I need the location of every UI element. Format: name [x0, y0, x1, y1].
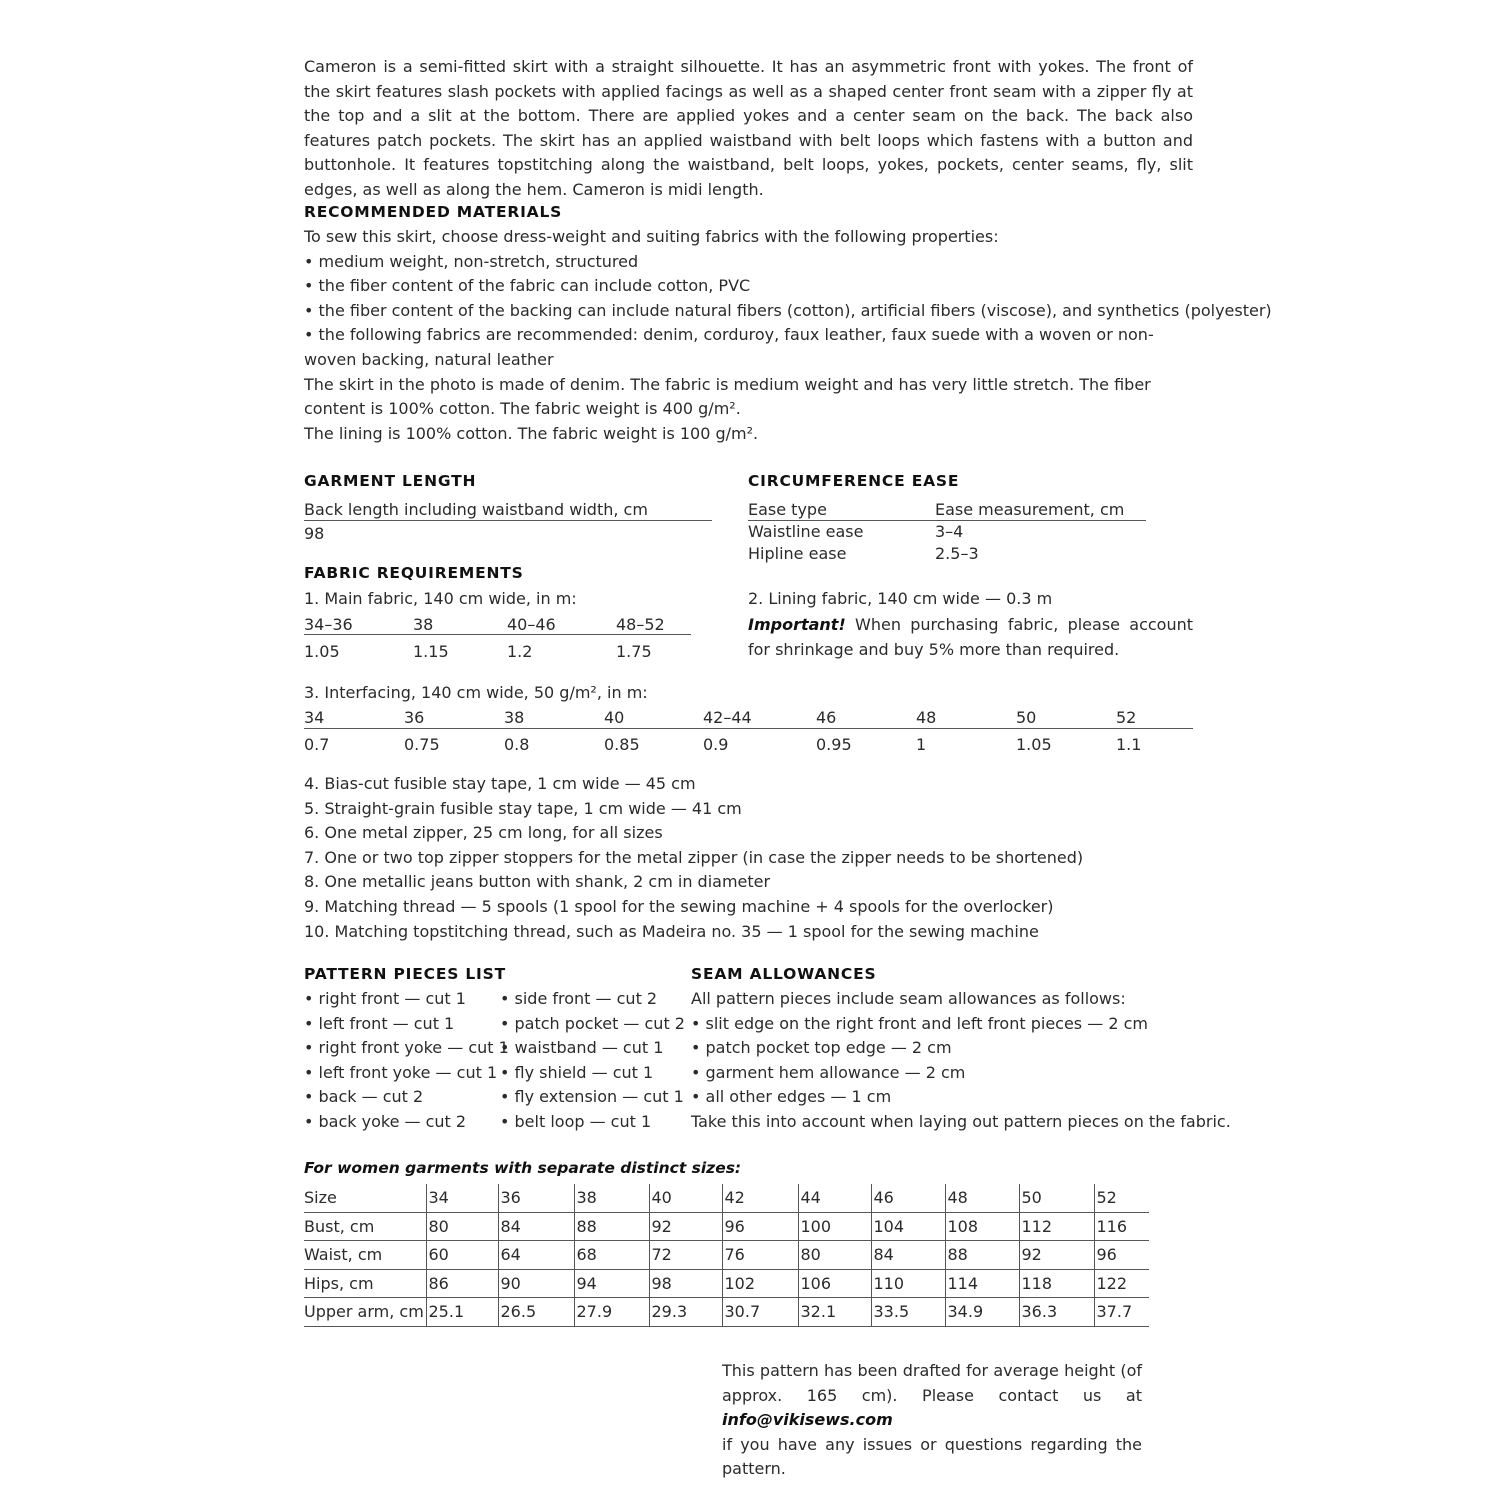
- piece-item: • left front — cut 1: [304, 1013, 455, 1033]
- garment-length-label: Back length including waistband width, cm: [304, 500, 648, 519]
- interfacing-size: 52: [1116, 708, 1137, 727]
- main-fabric-value: 1.2: [507, 642, 533, 661]
- materials-photo-note: The skirt in the photo is made of denim. The fabric is medium weight and has very little stretch. The fiber content is 100% cotton. The fabric weight is 400 g/m².: [304, 374, 1151, 419]
- footer-text-2: if you have any issues or questions regarding the pattern.: [722, 1434, 1142, 1479]
- size-chart-cell: 40: [649, 1184, 722, 1212]
- seam-line: Take this into account when laying out pattern pieces on the fabric.: [691, 1111, 1231, 1131]
- interfacing-value: 0.8: [504, 735, 530, 754]
- materials-bullet: • the fiber content of the fabric can include cotton, PVC: [304, 276, 751, 296]
- notion-item: 7. One or two top zipper stoppers for the metal zipper (in case the zipper needs to be shortened): [304, 847, 1084, 867]
- main-fabric-size: 34–36: [304, 615, 353, 634]
- size-chart-cell: 114: [945, 1269, 1019, 1298]
- size-chart-cell: 36.3: [1019, 1298, 1094, 1327]
- main-fabric-value: 1.15: [413, 642, 449, 661]
- intro-paragraph: Cameron is a semi-fitted skirt with a straight silhouette. It has an asymmetric front with yokes. The front of the skirt features slash pockets with applied facings as well as a shaped center front seam with a zipper fly at the top and a slit at the bottom. There are applied yokes and a center seam on the back. The back also features patch pockets. The skirt has an applied waistband with belt loops which fastens with a button and buttonhole. It features topstitching along the waistband, belt loops, yokes, pockets, center seams, fly, slit edges, as well as along the hem. Cameron is midi length.: [304, 57, 1193, 199]
- interfacing-size: 46: [816, 708, 837, 727]
- interfacing-value: 0.95: [816, 735, 852, 754]
- important-note: [748, 613, 1193, 662]
- notion-item: 4. Bias-cut fusible stay tape, 1 cm wide — 45 cm: [304, 774, 696, 793]
- interfacing-size: 40: [604, 708, 625, 727]
- size-chart-cell: 84: [498, 1212, 574, 1241]
- interfacing-size: 48: [916, 708, 937, 727]
- pieces-heading: PATTERN PIECES LIST: [304, 965, 506, 983]
- size-chart-cell: 25.1: [426, 1298, 498, 1327]
- interfacing-value: 1.1: [1116, 735, 1142, 754]
- contact-email-link[interactable]: info@vikisews.com: [722, 1410, 893, 1430]
- size-chart-cell: 38: [574, 1184, 649, 1212]
- size-chart-cell: 27.9: [574, 1298, 649, 1327]
- garment-length-rule: [304, 520, 712, 521]
- materials-bullet: • the fiber content of the backing can include natural fibers (cotton), artificial fibers (viscose), and synthetics (polyester): [304, 300, 1272, 320]
- interfacing-size: 50: [1016, 708, 1037, 727]
- size-chart-cell: 92: [1019, 1241, 1094, 1270]
- size-chart-cell: 42: [722, 1184, 798, 1212]
- size-chart-cell: 98: [649, 1269, 722, 1298]
- size-chart-cell: 118: [1019, 1269, 1094, 1298]
- fabric-heading: FABRIC REQUIREMENTS: [304, 564, 524, 582]
- main-fabric-label: 1. Main fabric, 140 cm wide, in m:: [304, 589, 577, 608]
- interfacing-size: 42–44: [703, 708, 752, 727]
- seams-list: [691, 987, 1231, 1135]
- ease-heading: CIRCUMFERENCE EASE: [748, 472, 960, 490]
- ease-value-waist: 3–4: [935, 522, 964, 541]
- piece-item: • right front — cut 1: [304, 989, 466, 1008]
- piece-item: • back yoke — cut 2: [304, 1111, 467, 1131]
- main-fabric-size: 38: [413, 615, 434, 634]
- size-chart-cell: 92: [649, 1212, 722, 1241]
- size-chart-cell: 106: [798, 1269, 871, 1298]
- size-chart-cell: 94: [574, 1269, 649, 1298]
- size-chart-cell: 29.3: [649, 1298, 722, 1327]
- seam-line: • garment hem allowance — 2 cm: [691, 1062, 966, 1082]
- materials-lead: To sew this skirt, choose dress-weight and suiting fabrics with the following properties:: [304, 227, 999, 246]
- interfacing-value: 0.9: [703, 735, 729, 754]
- piece-item: • belt loop — cut 1: [500, 1111, 652, 1131]
- piece-item: • right front yoke — cut 1: [304, 1038, 509, 1058]
- seam-line: • all other edges — 1 cm: [691, 1087, 892, 1107]
- lining-fabric: 2. Lining fabric, 140 cm wide — 0.3 m: [748, 589, 1053, 608]
- ease-col-measurement: Ease measurement, cm: [935, 500, 1125, 519]
- size-chart-cell: 44: [798, 1184, 871, 1212]
- size-chart-cell: 96: [722, 1212, 798, 1241]
- interfacing-rule: [304, 728, 1193, 729]
- size-chart-cell: 102: [722, 1269, 798, 1298]
- size-chart-cell: 34: [426, 1184, 498, 1212]
- materials-section: [304, 225, 1272, 446]
- size-chart-table: [304, 1184, 1149, 1327]
- interfacing-value: 0.85: [604, 735, 640, 754]
- size-chart-cell: 60: [426, 1241, 498, 1270]
- size-chart-cell: 32.1: [798, 1298, 871, 1327]
- seam-line: All pattern pieces include seam allowances as follows:: [691, 989, 1126, 1008]
- garment-length-value: 98: [304, 524, 325, 543]
- size-chart-cell: 76: [722, 1241, 798, 1270]
- notion-item: 6. One metal zipper, 25 cm long, for all sizes: [304, 823, 663, 843]
- size-chart-cell: 90: [498, 1269, 574, 1298]
- interfacing-label: 3. Interfacing, 140 cm wide, 50 g/m², in m:: [304, 683, 648, 702]
- interfacing-value: 0.75: [404, 735, 440, 754]
- size-chart-row: [304, 1298, 1149, 1327]
- garment-length-heading: GARMENT LENGTH: [304, 472, 477, 490]
- notion-item: 9. Matching thread — 5 spools (1 spool for the sewing machine + 4 spools for the overlocker): [304, 896, 1054, 916]
- size-chart-cell: 48: [945, 1184, 1019, 1212]
- main-fabric-size: 48–52: [616, 615, 665, 634]
- size-chart-cell: 33.5: [871, 1298, 945, 1327]
- ease-type-hip: Hipline ease: [748, 544, 847, 563]
- size-chart-cell: 112: [1019, 1212, 1094, 1241]
- size-chart-header-row: [304, 1184, 1149, 1212]
- size-chart-cell: 52: [1094, 1184, 1149, 1212]
- ease-rule: [748, 520, 1146, 521]
- piece-item: • back — cut 2: [304, 1087, 424, 1107]
- interfacing-size: 38: [504, 708, 525, 727]
- seam-line: • patch pocket top edge — 2 cm: [691, 1038, 952, 1058]
- size-chart-cell: 84: [871, 1241, 945, 1270]
- size-chart-cell: 88: [945, 1241, 1019, 1270]
- piece-item: • left front yoke — cut 1: [304, 1062, 498, 1082]
- interfacing-value: 0.7: [304, 735, 330, 754]
- notions-list: [304, 772, 1083, 944]
- piece-item: • fly shield — cut 1: [500, 1062, 654, 1082]
- size-chart-row-label: Waist, cm: [304, 1241, 426, 1270]
- size-chart-cell: 108: [945, 1212, 1019, 1241]
- pieces-col-1: [304, 987, 509, 1135]
- footer-note: [722, 1359, 1142, 1482]
- size-chart-row: [304, 1269, 1149, 1298]
- interfacing-size: 34: [304, 708, 325, 727]
- main-fabric-value: 1.05: [304, 642, 340, 661]
- size-chart-cell: 80: [426, 1212, 498, 1241]
- ease-col-type: Ease type: [748, 500, 827, 519]
- size-chart-cell: 72: [649, 1241, 722, 1270]
- size-chart-cell: 68: [574, 1241, 649, 1270]
- size-chart-cell: 26.5: [498, 1298, 574, 1327]
- piece-item: • patch pocket — cut 2: [500, 1013, 685, 1033]
- notion-item: 5. Straight-grain fusible stay tape, 1 cm wide — 41 cm: [304, 798, 742, 818]
- size-chart-cell: 88: [574, 1212, 649, 1241]
- interfacing-value: 1: [916, 735, 927, 754]
- size-chart-cell: 50: [1019, 1184, 1094, 1212]
- important-label: Important!: [748, 615, 846, 634]
- ease-type-waist: Waistline ease: [748, 522, 864, 541]
- materials-bullet: • medium weight, non-stretch, structured: [304, 251, 639, 271]
- size-chart-cell: 96: [1094, 1241, 1149, 1270]
- piece-item: • side front — cut 2: [500, 989, 658, 1008]
- main-fabric-size: 40–46: [507, 615, 556, 634]
- size-chart-row-label: Hips, cm: [304, 1269, 426, 1298]
- important-text: When purchasing fabric, please account for shrinkage and buy 5% more than required.: [748, 615, 1193, 659]
- size-chart-cell: 104: [871, 1212, 945, 1241]
- piece-item: • waistband — cut 1: [500, 1038, 664, 1058]
- interfacing-size: 36: [404, 708, 425, 727]
- seams-heading: SEAM ALLOWANCES: [691, 965, 877, 983]
- size-chart-cell: 34.9: [945, 1298, 1019, 1327]
- size-chart-title: For women garments with separate distinct sizes:: [304, 1159, 742, 1177]
- size-chart-cell: 122: [1094, 1269, 1149, 1298]
- ease-value-hip: 2.5–3: [935, 544, 979, 563]
- materials-heading: RECOMMENDED MATERIALS: [304, 203, 563, 221]
- main-fabric-rule: [304, 634, 691, 635]
- size-chart-cell: 37.7: [1094, 1298, 1149, 1327]
- materials-lining-note: The lining is 100% cotton. The fabric weight is 100 g/m².: [304, 423, 759, 443]
- pieces-col-2: [500, 987, 685, 1135]
- size-chart-row-label: Bust, cm: [304, 1212, 426, 1241]
- size-chart-cell: 116: [1094, 1212, 1149, 1241]
- size-chart-row-label: Size: [304, 1184, 426, 1212]
- size-chart-cell: 46: [871, 1184, 945, 1212]
- main-fabric-value: 1.75: [616, 642, 652, 661]
- footer-text-1: This pattern has been drafted for average height (of approx. 165 cm). Please contact us at: [722, 1361, 1142, 1405]
- size-chart-cell: 80: [798, 1241, 871, 1270]
- size-chart-row-label: Upper arm, cm: [304, 1298, 426, 1327]
- seam-line: • slit edge on the right front and left front pieces — 2 cm: [691, 1013, 1148, 1033]
- size-chart-cell: 86: [426, 1269, 498, 1298]
- size-chart-cell: 100: [798, 1212, 871, 1241]
- size-chart-cell: 36: [498, 1184, 574, 1212]
- materials-bullet: • the following fabrics are recommended: denim, corduroy, faux leather, faux suede with a woven or non-woven backing, natural leather: [304, 325, 1154, 369]
- size-chart-cell: 30.7: [722, 1298, 798, 1327]
- piece-item: • fly extension — cut 1: [500, 1087, 684, 1107]
- notion-item: 8. One metallic jeans button with shank, 2 cm in diameter: [304, 872, 771, 892]
- size-chart-cell: 110: [871, 1269, 945, 1298]
- notion-item: 10. Matching topstitching thread, such as Madeira no. 35 — 1 spool for the sewing machine: [304, 921, 1039, 941]
- size-chart-row: [304, 1241, 1149, 1270]
- size-chart-row: [304, 1212, 1149, 1241]
- interfacing-value: 1.05: [1016, 735, 1052, 754]
- size-chart-cell: 64: [498, 1241, 574, 1270]
